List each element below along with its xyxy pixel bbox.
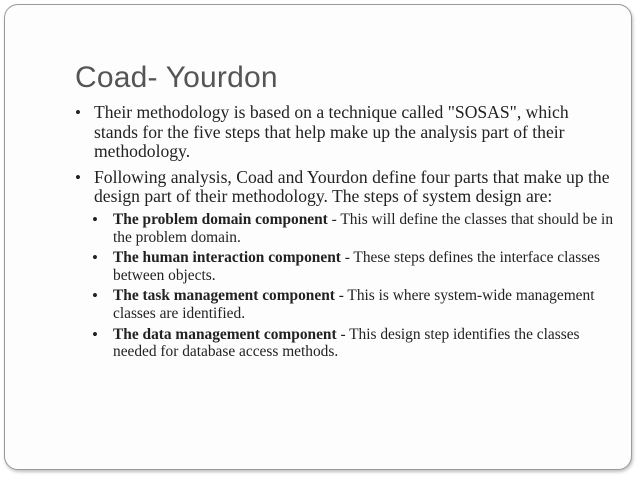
bullet-item [75,103,615,162]
sub-bullet-desc: - This is where system-wide management classes are identified. [113,287,595,322]
bullet-icon: • [92,209,98,229]
bullet-text: Their methodology is based on a technique called "SOSAS", which stands for the five steps that help make up the analysis part of their methodology. [94,102,569,162]
slide [4,4,632,470]
bullet-text: Following analysis, Coad and Yourdon define four parts that make up the design part of their methodology. The steps of system design are: [94,166,610,207]
bullet-icon: • [75,103,81,122]
sub-bullet-item [92,211,615,246]
bullet-icon: • [92,324,98,344]
bullet-icon: • [92,248,98,268]
sub-bullet-item [92,249,615,284]
sub-bullet-desc: - This design step identifies the classes needed for database access methods. [113,325,580,361]
sub-bullet-desc: - These steps defines the interface classes between objects. [113,249,601,284]
sub-bullet-list [92,211,615,361]
sub-bullet-term: The human interaction component [113,249,341,267]
bullet-item [75,168,615,207]
bullet-icon: • [75,167,81,187]
sub-bullet-desc: - This will define the classes that should be in the problem domain. [113,210,614,246]
sub-bullet-item [92,287,615,322]
slide-content [75,103,615,364]
sub-bullet-term: The problem domain component [113,210,328,228]
sub-bullet-term: The data management component [113,325,337,343]
sub-bullet-term: The task management component [113,287,335,305]
sub-bullet-item [92,326,615,361]
bullet-icon: • [92,286,98,306]
slide-title: Coad- Yourdon [75,61,278,94]
